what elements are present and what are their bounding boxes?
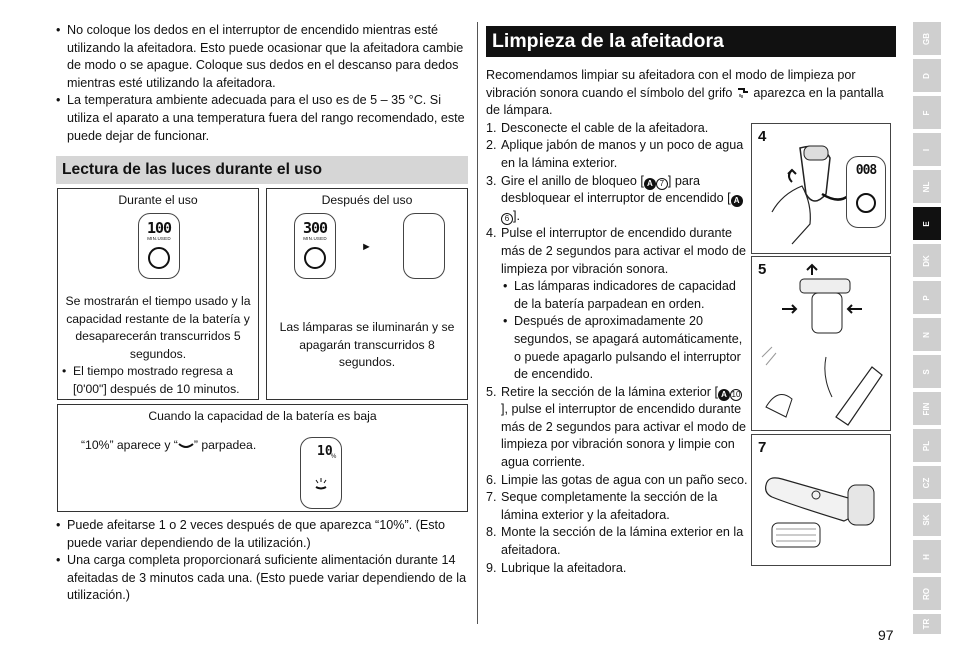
plug-icon — [178, 442, 194, 450]
figure-label: 7 — [758, 439, 767, 456]
figure-7 — [751, 434, 891, 566]
page-number: 97 — [878, 627, 894, 643]
cleaning-steps — [486, 120, 748, 577]
ref-number-icon: 7 — [656, 178, 668, 190]
display-unit: MIN.USED — [147, 236, 171, 241]
during-use-caption: Durante el uso — [118, 193, 198, 207]
battery-ring-icon — [304, 247, 326, 269]
display-digits: 100 — [146, 219, 172, 237]
tab-e[interactable]: E — [913, 207, 941, 240]
left-column — [56, 22, 468, 184]
list-item: • Las lámparas indicadores de capacidad de la batería parpadean en orden. — [503, 278, 748, 313]
ref-number-icon: 10 — [731, 389, 741, 399]
tab-cz[interactable]: CZ — [913, 466, 941, 499]
page-title: Limpieza de la afeitadora — [486, 26, 896, 57]
tab-f[interactable]: F — [913, 96, 941, 129]
lamp-display-during-use — [138, 213, 180, 279]
step-item: 1. Desconecte el cable de la afeitadora. — [486, 120, 709, 135]
tab-fin[interactable]: FIN — [913, 392, 941, 425]
low-battery-caption: Cuando la capacidad de la batería es baja — [148, 409, 377, 423]
list-item: • El tiempo mostrado regresa a [0'00"] después de 10 minutos. — [62, 363, 256, 398]
tab-ro[interactable]: RO — [913, 577, 941, 610]
tab-dk[interactable]: DK — [913, 244, 941, 277]
lamp-display-after-use — [294, 213, 336, 279]
after-use-box — [266, 188, 468, 400]
step-item: 8. Monte la sección de la lámina exterior en la afeitadora. — [486, 525, 744, 558]
step-item: 5. Retire la sección de la lámina exterior [ A 10], pulse el interruptor de encendido durante más de 2 segundos para activar el modo de limpieza por vibración sonora y limpie con agua corriente. — [486, 384, 747, 470]
faucet-icon — [736, 86, 750, 98]
display-unit: MIN.USED — [303, 236, 327, 241]
step-item: 9. Lubrique la afeitadora. — [486, 560, 627, 575]
lights-reading-heading: Lectura de las luces durante el uso — [56, 156, 468, 184]
step-4-notes — [503, 278, 748, 384]
lamp-display-off — [403, 213, 445, 279]
tab-nl[interactable]: NL — [913, 170, 941, 203]
tab-sk[interactable]: SK — [913, 503, 941, 536]
tab-s[interactable]: S — [913, 355, 941, 388]
display-digits: 008 — [855, 163, 877, 178]
step-item: 3. Gire el anillo de bloqueo [ A 7 ] para desbloquear el interruptor de encendido [ A6 ]. — [486, 173, 748, 226]
during-use-box — [57, 188, 259, 400]
figure-label: 4 — [758, 128, 767, 145]
tab-d[interactable]: D — [913, 59, 941, 92]
lamp-display-cleaning — [846, 156, 886, 228]
tab-i[interactable]: I — [913, 133, 941, 166]
list-item: • La temperatura ambiente adecuada para el uso es de 5 – 35 °C. Si utiliza el aparato a una temperatura fuera del rango recomendado, este puede dejar de funcionar. — [56, 92, 468, 145]
list-item: • Después de aproximadamente 20 segundos, se apagará automáticamente, o puede apagarlo pulsando el interruptor de encendido. — [503, 313, 748, 383]
tab-tr[interactable]: TR — [913, 614, 941, 634]
low-battery-box — [57, 404, 468, 512]
tab-p[interactable]: P — [913, 281, 941, 314]
list-item: • Una carga completa proporcionará suficiente alimentación durante 14 afeitadas de 3 minutos cada una. (Esto puede variar dependiendo de la utilización.) — [56, 552, 468, 605]
step-item: 6. Limpie las gotas de agua con un paño seco. — [486, 472, 748, 487]
foil-removal-illustration — [752, 257, 892, 432]
plug-icon — [313, 476, 329, 490]
display-digits: 300 — [302, 219, 328, 237]
battery-ring-icon — [148, 247, 170, 269]
step-item: 2. Aplique jabón de manos y un poco de agua en la lámina exterior. — [486, 138, 744, 170]
column-divider — [477, 22, 478, 624]
ref-a-icon: A — [644, 178, 656, 190]
step-item: 7. Seque completamente la sección de la lámina exterior y la afeitadora. — [486, 490, 718, 522]
after-use-text: Las lámparas se iluminarán y se apagarán transcurridos 8 segundos. — [279, 320, 455, 370]
ref-number-icon: 6 — [501, 213, 513, 225]
ref-a-icon: A — [718, 389, 730, 401]
tab-n[interactable]: N — [913, 318, 941, 351]
list-item: • No coloque los dedos en el interruptor de encendido mientras esté utilizando la afeitadora. Esto puede ocasionar que la afeitadora cambie de modo o se apague. Coloque sus dedos en el descanso para dedos mientras esté utilizando la afeitadora. — [56, 22, 468, 92]
step-item: 4. Pulse el interruptor de encendido durante más de 2 segundos para activar el modo de limpieza por vibración sonora. • Las lámparas indicadores de capacidad de la batería parpadean en orden. • Después de aproximadamente 20 segundos, se apagará automáticamente, o puede apagarlo pulsando el interruptor de encendido. — [486, 225, 748, 383]
display-digits: 10 — [317, 444, 333, 459]
language-sidebar — [913, 22, 941, 634]
figure-4 — [751, 123, 891, 254]
ref-a-icon: A — [731, 195, 743, 207]
battery-ring-icon — [856, 193, 876, 213]
tab-h[interactable]: H — [913, 540, 941, 573]
list-item: • Puede afeitarse 1 o 2 veces después de que aparezca “10%”. (Esto puede variar dependiendo de la utilización.) — [56, 517, 468, 552]
battery-notes-list — [56, 517, 468, 605]
arrow-right-icon: ► — [361, 241, 372, 253]
figure-5 — [751, 256, 891, 431]
low-battery-text: “10%” aparece y “ ” parpadea. — [81, 438, 257, 452]
intro-text: Recomendamos limpiar su afeitadora con el modo de limpieza por vibración sonora cuando el símbolo del grifo aparezca en la pantalla de lámpara. — [486, 68, 884, 118]
tab-pl[interactable]: PL — [913, 429, 941, 462]
lamp-display-low-battery — [300, 437, 342, 509]
precautions-list — [56, 22, 468, 145]
display-percent: % — [331, 454, 337, 460]
during-use-note — [62, 363, 256, 398]
during-use-text: Se mostrarán el tiempo usado y la capacidad restante de la batería y desaparecerán transcurridos 5 segundos. — [65, 294, 251, 361]
drying-illustration — [752, 435, 892, 567]
after-use-caption: Después del uso — [321, 193, 413, 207]
tab-gb[interactable]: GB — [913, 22, 941, 55]
figure-label: 5 — [758, 261, 767, 278]
